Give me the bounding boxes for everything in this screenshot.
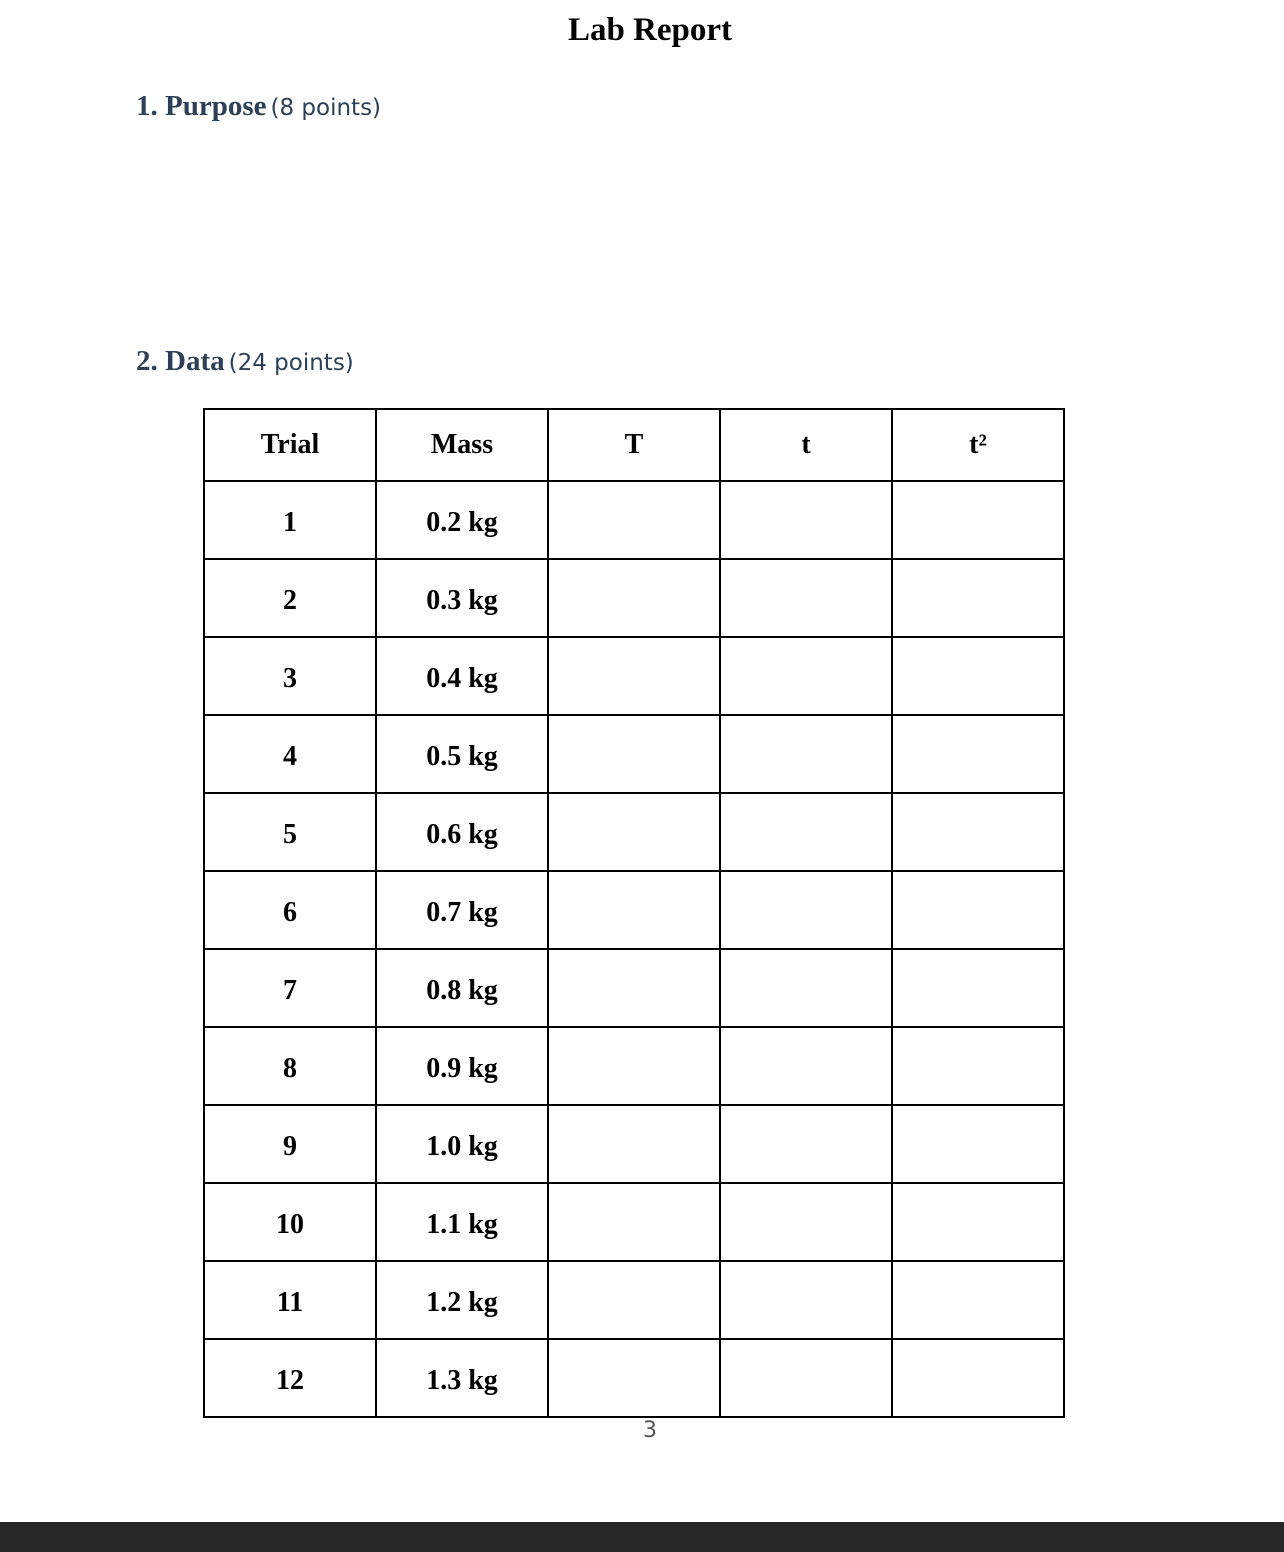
cell-time-squared[interactable]	[892, 637, 1064, 715]
cell-trial: 10	[204, 1183, 376, 1261]
cell-mass: 0.7 kg	[376, 871, 548, 949]
cell-trial: 11	[204, 1261, 376, 1339]
table-row	[204, 559, 1064, 637]
cell-trial: 4	[204, 715, 376, 793]
purpose-heading: 1. Purpose	[136, 90, 267, 122]
cell-time-squared[interactable]	[892, 793, 1064, 871]
cell-time[interactable]	[720, 481, 892, 559]
cell-time[interactable]	[720, 871, 892, 949]
cell-time-squared[interactable]	[892, 949, 1064, 1027]
cell-period[interactable]	[548, 1183, 720, 1261]
cell-time[interactable]	[720, 559, 892, 637]
data-points: (24 points)	[228, 350, 354, 376]
cell-period[interactable]	[548, 481, 720, 559]
table-row	[204, 1183, 1064, 1261]
cell-period[interactable]	[548, 715, 720, 793]
page-number: 3	[643, 1418, 657, 1443]
bottom-bar	[0, 1522, 1284, 1552]
cell-time[interactable]	[720, 1339, 892, 1417]
purpose-points: (8 points)	[270, 95, 382, 121]
cell-period[interactable]	[548, 1339, 720, 1417]
cell-mass: 0.9 kg	[376, 1027, 548, 1105]
cell-time[interactable]	[720, 1261, 892, 1339]
cell-mass: 1.1 kg	[376, 1183, 548, 1261]
cell-trial: 3	[204, 637, 376, 715]
cell-trial: 2	[204, 559, 376, 637]
cell-time-squared[interactable]	[892, 481, 1064, 559]
table-row	[204, 1261, 1064, 1339]
cell-time-squared[interactable]	[892, 1183, 1064, 1261]
cell-mass: 0.8 kg	[376, 949, 548, 1027]
cell-time[interactable]	[720, 1027, 892, 1105]
table-row	[204, 481, 1064, 559]
cell-period[interactable]	[548, 559, 720, 637]
cell-trial: 6	[204, 871, 376, 949]
header-trial: Trial	[204, 409, 376, 481]
table-row	[204, 637, 1064, 715]
cell-mass: 0.3 kg	[376, 559, 548, 637]
cell-mass: 1.2 kg	[376, 1261, 548, 1339]
cell-period[interactable]	[548, 793, 720, 871]
data-table	[203, 408, 1065, 1418]
cell-mass: 1.0 kg	[376, 1105, 548, 1183]
cell-time-squared[interactable]	[892, 715, 1064, 793]
cell-mass: 0.4 kg	[376, 637, 548, 715]
cell-period[interactable]	[548, 871, 720, 949]
cell-time[interactable]	[720, 793, 892, 871]
cell-time[interactable]	[720, 1183, 892, 1261]
cell-period[interactable]	[548, 949, 720, 1027]
cell-trial: 8	[204, 1027, 376, 1105]
cell-mass: 1.3 kg	[376, 1339, 548, 1417]
cell-time-squared[interactable]	[892, 1261, 1064, 1339]
cell-time[interactable]	[720, 949, 892, 1027]
cell-time-squared[interactable]	[892, 871, 1064, 949]
cell-trial: 7	[204, 949, 376, 1027]
cell-mass: 0.5 kg	[376, 715, 548, 793]
header-mass: Mass	[376, 409, 548, 481]
cell-time[interactable]	[720, 637, 892, 715]
table-row	[204, 1339, 1064, 1417]
header-period: T	[548, 409, 720, 481]
table-row	[204, 871, 1064, 949]
header-time-squared: t²	[892, 409, 1064, 481]
page-title: Lab Report	[567, 12, 733, 48]
cell-period[interactable]	[548, 1027, 720, 1105]
data-heading: 2. Data	[136, 345, 225, 377]
table-row	[204, 715, 1064, 793]
cell-time-squared[interactable]	[892, 1105, 1064, 1183]
cell-trial: 5	[204, 793, 376, 871]
cell-mass: 0.2 kg	[376, 481, 548, 559]
cell-time-squared[interactable]	[892, 559, 1064, 637]
cell-time[interactable]	[720, 1105, 892, 1183]
cell-trial: 9	[204, 1105, 376, 1183]
table-row	[204, 1027, 1064, 1105]
purpose-section-heading	[136, 90, 381, 123]
cell-time-squared[interactable]	[892, 1339, 1064, 1417]
table-row	[204, 793, 1064, 871]
cell-time-squared[interactable]	[892, 1027, 1064, 1105]
table-row	[204, 949, 1064, 1027]
data-section-heading	[136, 345, 354, 378]
cell-mass: 0.6 kg	[376, 793, 548, 871]
cell-period[interactable]	[548, 1261, 720, 1339]
cell-trial: 12	[204, 1339, 376, 1417]
header-time: t	[720, 409, 892, 481]
cell-trial: 1	[204, 481, 376, 559]
cell-period[interactable]	[548, 637, 720, 715]
cell-period[interactable]	[548, 1105, 720, 1183]
table-row	[204, 1105, 1064, 1183]
table-header-row	[204, 409, 1064, 481]
cell-time[interactable]	[720, 715, 892, 793]
